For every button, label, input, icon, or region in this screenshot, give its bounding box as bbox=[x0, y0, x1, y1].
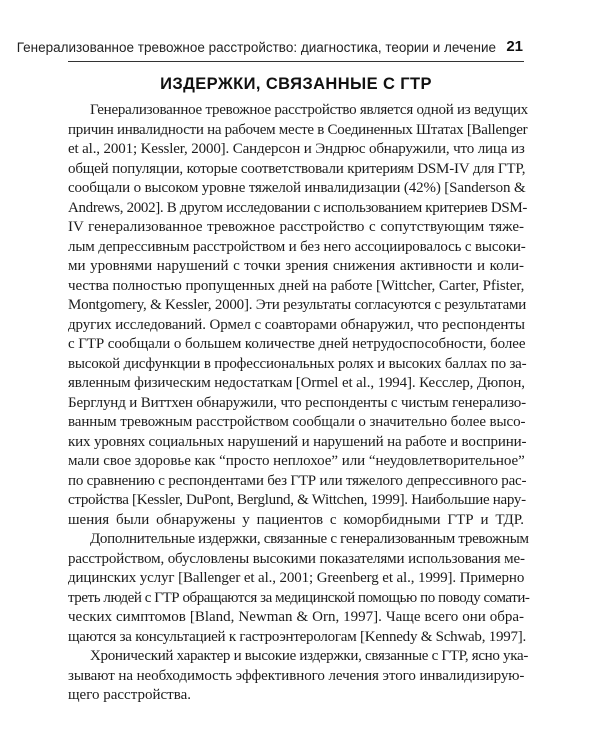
text-line: ческих симптомов [Bland, Newman & Orn, 1997]. Чаще всего они обра- bbox=[68, 609, 524, 625]
text-line: расстройством, обусловлены высокими показателями использования ме- bbox=[68, 550, 525, 567]
running-header bbox=[0, 0, 600, 63]
text-line: высокой дисфункции в профессиональных ролях и высоких баллах по за- bbox=[68, 355, 527, 372]
text-line: Хронический характер и высокие издержки, связанные с ГТР, ясно ука- bbox=[90, 648, 529, 664]
header-rule bbox=[68, 61, 524, 62]
text-line: чества полностью пропущенных дней на работе [Wittcher, Carter, Pfister, bbox=[68, 277, 525, 294]
text-line: ми уровнями нарушений с точки зрения снижения активности и коли- bbox=[68, 258, 524, 274]
paragraph-3 bbox=[68, 647, 529, 706]
text-line: треть людей с ГТР обращаются за медицинской помощью по поводу сомати- bbox=[68, 589, 530, 606]
text-line: зывают на необходимость эффективного лечения этого инвалидизирую- bbox=[68, 667, 525, 684]
text-line: сообщали о высоком уровне тяжелой инвалидизации (42%) [Sanderson & bbox=[68, 180, 526, 196]
text-line: мали свое здоровье как “просто неплохое” или “неудовлетворительное” bbox=[68, 453, 525, 469]
text-line: причин инвалидности на рабочем месте в Соединенных Штатах [Ballenger bbox=[68, 121, 528, 138]
text-line: щего расстройства. bbox=[68, 687, 191, 703]
paragraph-2 bbox=[68, 530, 530, 647]
text-line: по сравнению с респондентами без ГТР или тяжелого депрессивного рас- bbox=[68, 472, 527, 489]
text-line: шения были обнаружены у пациентов с коморбидными ГТР и ТДР. bbox=[68, 511, 524, 528]
text-line: IV генерализованное тревожное расстройство с сопутствующим тяже- bbox=[68, 219, 524, 235]
text-line: Andrews, 2002]. В другом исследовании с использованием критериев DSM- bbox=[68, 199, 528, 216]
text-line: Дополнительные издержки, связанные с генерализованным тревожным bbox=[90, 531, 529, 547]
body-text bbox=[68, 101, 530, 706]
text-line: дицинских услуг [Ballenger et al., 2001; Greenberg et al., 1999]. Примерно bbox=[68, 570, 525, 586]
text-line: явленным физическим недостаткам [Ormel et al., 1994]. Кесслер, Дюпон, bbox=[68, 375, 525, 391]
text-line: ванным тревожным расстройством сообщали о значительно более высо- bbox=[68, 414, 526, 430]
page-number: 21 bbox=[506, 38, 523, 55]
text-line: Montgomery, & Kessler, 2000]. Эти результаты согласуются с результатами bbox=[68, 297, 527, 313]
text-line: стройства [Kessler, DuPont, Berglund, & Wittchen, 1999]. Наибольшие нару- bbox=[68, 492, 526, 508]
text-line: общей популяции, которые соответствовали критериям DSM-IV для ГТР, bbox=[68, 160, 526, 177]
text-line: с ГТР сообщали о большем количестве дней нетрудоспособности, более bbox=[68, 336, 526, 352]
text-line: щаются за консультацией к гастроэнтерологам [Kennedy & Schwab, 1997]. bbox=[68, 628, 527, 645]
text-line: Берглунд и Виттхен обнаружили, что респонденты с чистым генерализо- bbox=[68, 394, 527, 411]
section-heading: ИЗДЕРЖКИ, СВЯЗАННЫЕ С ГТР bbox=[160, 75, 432, 93]
running-header-title: Генерализованное тревожное расстройство: диагностика, теории и лечение bbox=[16, 40, 496, 55]
paragraph-1 bbox=[68, 101, 528, 530]
text-line: et al., 2001; Kessler, 2000]. Сандерсон и Эндрюс обнаружили, что лица из bbox=[68, 141, 525, 157]
text-line: лым депрессивным расстройством и без него ассоциировалось с высоки- bbox=[68, 238, 526, 255]
text-line: ких уровнях социальных нарушений и нарушений на работе и восприни- bbox=[68, 433, 527, 450]
text-line: других исследований. Ормел с соавторами обнаружил, что респонденты bbox=[68, 316, 525, 333]
text-line: Генерализованное тревожное расстройство является одной из ведущих bbox=[90, 102, 528, 118]
